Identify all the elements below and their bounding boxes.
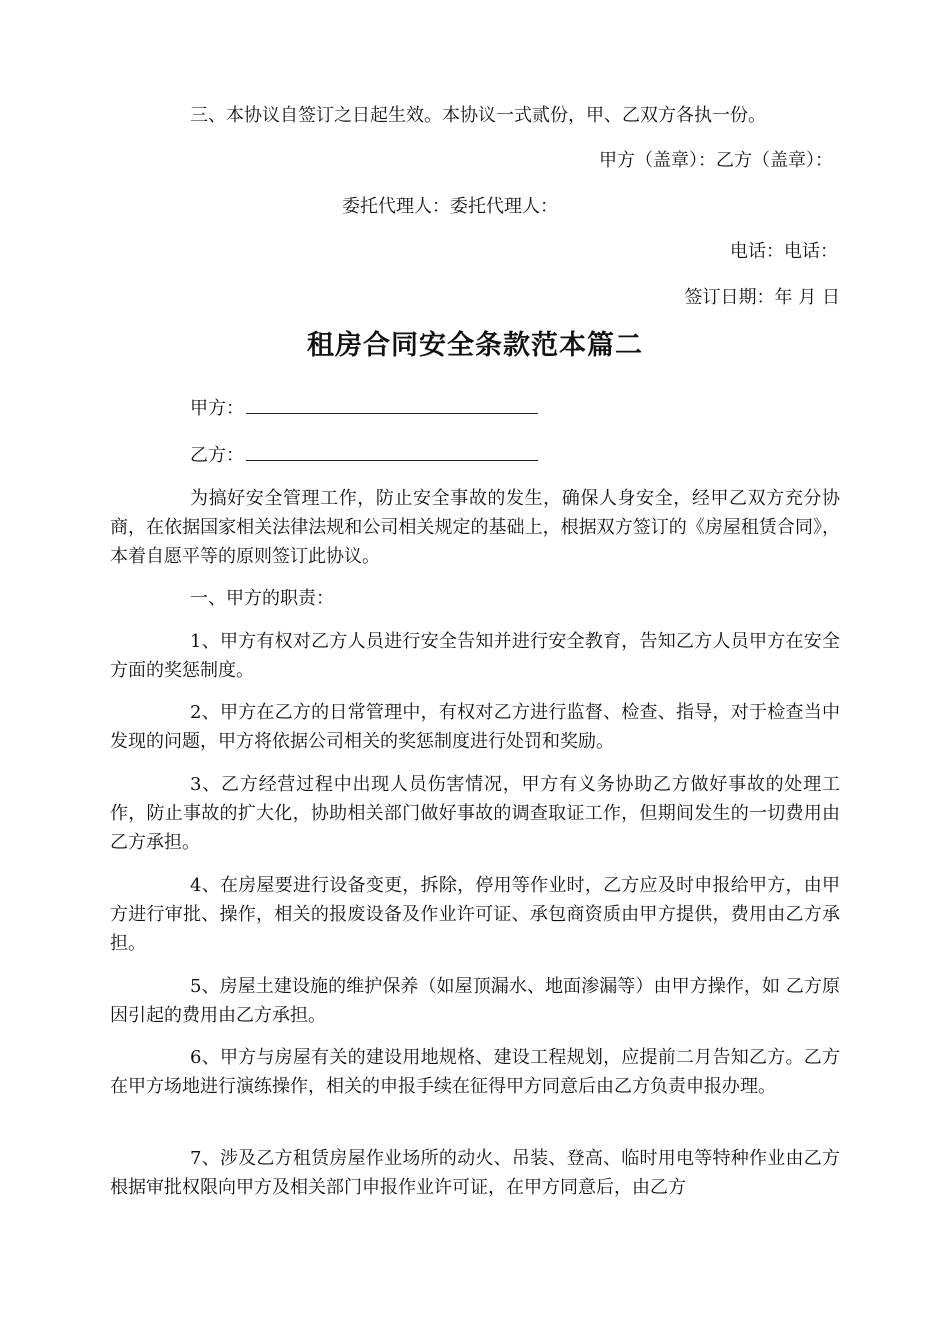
- sign-date-line: 签订日期：年 月 日: [684, 287, 840, 308]
- phone-line: 电话：电话：: [730, 241, 838, 262]
- document-title: 租房合同安全条款范本篇二: [307, 330, 643, 361]
- section-heading: 一、甲方的职责：: [190, 588, 334, 609]
- party-a-line: [190, 394, 538, 424]
- clause-item-6: 6、甲方与房屋有关的建设用地规格、建设工程规划，应提前二月告知乙方。乙方在甲方场地进行演练操作，相关的申报手续在征得甲方同意后由乙方负责申报办理。: [110, 1047, 840, 1097]
- party-a-blank: [246, 395, 538, 414]
- intro-paragraph: 为搞好安全管理工作，防止安全事故的发生，确保人身安全，经甲乙双方充分协商，在依据国家相关法律法规和公司相关规定的基础上，根据双方签订的《房屋租赁合同》，本着自愿平等的原则签订此协议。: [110, 488, 840, 567]
- clause-item-7: 7、涉及乙方租赁房屋作业场所的动火、吊装、登高、临时用电等特种作业由乙方根据审批权限向甲方及相关部门申报作业许可证，在甲方同意后，由乙方: [110, 1148, 840, 1198]
- party-b-blank: [246, 442, 538, 461]
- clause-item-3: 3、乙方经营过程中出现人员伤害情况，甲方有义务协助乙方做好事故的处理工作，防止事故的扩大化，协助相关部门做好事故的调查取证工作，但期间发生的一切费用由乙方承担。: [110, 774, 840, 853]
- clause-three: 三、本协议自签订之日起生效。本协议一式贰份，甲、乙双方各执一份。: [190, 105, 766, 126]
- clause-item-2: 2、甲方在乙方的日常管理中，有权对乙方进行监督、检查、指导，对于检查当中发现的问题，甲方将依据公司相关的奖惩制度进行处罚和奖励。: [110, 702, 840, 752]
- clause-item-5: 5、房屋土建设施的维护保养（如屋顶漏水、地面渗漏等）由甲方操作，如 乙方原因引起的费用由乙方承担。: [110, 976, 840, 1026]
- clause-item-1: 1、甲方有权对乙方人员进行安全告知并进行安全教育，告知乙方人员甲方在安全方面的奖惩制度。: [110, 631, 840, 681]
- party-b-line: [190, 441, 538, 471]
- agent-line: 委托代理人：委托代理人：: [342, 196, 558, 217]
- clause-item-4: 4、在房屋要进行设备变更，拆除，停用等作业时，乙方应及时申报给甲方，由甲方进行审批、操作，相关的报废设备及作业许可证、承包商资质由甲方提供，费用由乙方承担。: [110, 875, 840, 954]
- seal-line: 甲方（盖章）：乙方（盖章）：: [599, 150, 833, 171]
- party-b-label: 乙方：: [190, 445, 244, 466]
- party-a-label: 甲方：: [190, 398, 244, 419]
